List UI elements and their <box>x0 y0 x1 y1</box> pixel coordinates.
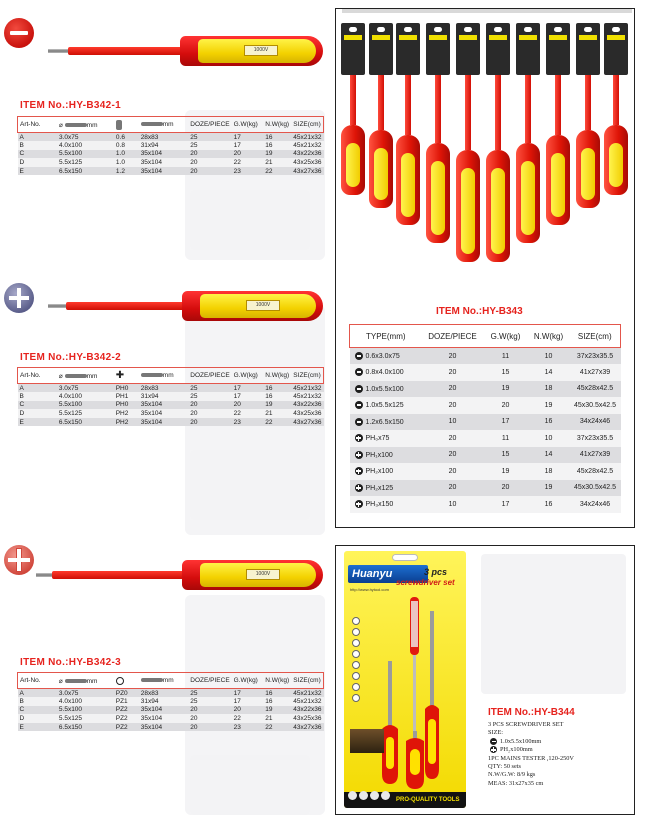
display-rack-bar <box>342 9 632 13</box>
spec-line-ph: PH₂x100mm <box>488 746 574 754</box>
spec-line-size: SIZE: <box>488 729 504 737</box>
tip-diagram-icon <box>116 120 122 130</box>
spec-line-desc: 3 PCS SCREWDRIVER SET <box>488 721 564 728</box>
col-nw: N.W(kg) <box>263 368 291 384</box>
phillips-plus-icon <box>355 451 363 459</box>
table-row: B 4.0x100 PH1 31x94 25 17 16 45x21x32 <box>19 392 322 400</box>
item-title: ITEM No.:HY-B342-3 <box>20 657 121 668</box>
table-row: D 5.5x125 PZ2 35x104 20 22 21 43x25x36 <box>19 715 322 723</box>
slotted-minus-icon <box>355 401 363 409</box>
product-box <box>335 545 635 815</box>
slotted-minus-icon <box>355 418 363 426</box>
table-row: C 5.5x100 1.0 35x104 20 20 19 43x22x36 <box>19 150 322 158</box>
col-nw: N.W(kg) <box>263 673 291 689</box>
product-box <box>335 8 635 528</box>
col-type: TYPE(mm) <box>350 325 422 348</box>
section-hy-b343 <box>335 0 660 535</box>
brand-logo: Huanyu <box>348 565 428 583</box>
table-row: 1.0x5.5x100 20 19 18 45x28x42.5 <box>350 381 621 398</box>
spec-line-slot: 1.0x5.5x100mm <box>488 738 574 746</box>
set-spec-list <box>488 721 574 788</box>
section-hy-b342-2 <box>0 275 335 540</box>
phillips-plus-icon <box>355 484 363 492</box>
table-row: PH₂x125 20 20 19 45x30.5x42.5 <box>350 480 621 497</box>
spec-line-qty: QTY: 50 sets <box>488 763 522 771</box>
table-row: 1.2x6.5x150 10 17 16 34x24x46 <box>350 414 621 431</box>
pozidriv-icon <box>4 545 34 575</box>
package-tools-drawing <box>370 591 462 791</box>
col-gw: G.W(kg) <box>232 117 264 133</box>
phillips-plus-icon <box>355 434 363 442</box>
table-row: B 4.0x100 PZ1 31x94 25 17 16 45x21x32 <box>19 697 322 705</box>
spec-table <box>17 116 324 175</box>
col-size: SIZE(cm) <box>291 673 323 689</box>
table-row: 1.0x5.5x125 20 20 19 45x30.5x42.5 <box>350 397 621 414</box>
col-size: SIZE(cm) <box>291 117 323 133</box>
handle-diagram-icon <box>141 678 163 682</box>
slotted-minus-icon <box>355 385 363 393</box>
package-pcs: 3 pcs <box>424 567 448 577</box>
col-tip <box>114 368 139 384</box>
pozidriv-tip-icon <box>116 677 124 685</box>
table-row: E 6.5x150 PZ2 35x104 20 23 22 43x27x36 <box>19 723 322 731</box>
screwdriver-set-package-image <box>344 551 466 808</box>
phillips-plus-icon <box>490 746 497 753</box>
col-doze: DOZE/PIECE <box>188 117 231 133</box>
col-art-no: Art-No. <box>18 368 57 384</box>
col-nw: N.W(kg) <box>263 117 291 133</box>
col-gw: G.W(kg) <box>232 368 264 384</box>
faded-background-print <box>190 755 310 815</box>
faded-background-print <box>190 450 310 520</box>
pro-quality-strip: PRO-QUALITY TOOLS <box>344 792 466 808</box>
slotted-minus-icon <box>355 368 363 376</box>
table-row: E 6.5x150 1.2 35x104 20 23 22 43x27x36 <box>19 167 322 175</box>
item-title: ITEM No.:HY-B342-1 <box>20 100 121 111</box>
col-doze: DOZE/PIECE <box>188 673 231 689</box>
spec-line-weight: N.W/G.W: 8/9 kgs <box>488 771 536 779</box>
col-tip <box>114 117 139 133</box>
col-gw: G.W(kg) <box>484 325 528 348</box>
spec-table <box>349 324 621 513</box>
col-diameter: ⌀ mm <box>57 673 114 689</box>
table-row: C 5.5x100 PZ2 35x104 20 20 19 43x22x36 <box>19 706 322 714</box>
handle-label: 1000V <box>246 300 280 311</box>
section-hy-b342-3 <box>0 540 335 825</box>
col-tip <box>114 673 139 689</box>
phillips-plus-icon <box>4 283 34 313</box>
spec-table <box>17 672 324 731</box>
item-title: ITEM No.:HY-B343 <box>436 306 523 317</box>
col-size: SIZE(cm) <box>570 325 621 348</box>
col-diameter: ⌀ mm <box>57 117 114 133</box>
item-title: ITEM No.:HY-B342-2 <box>20 352 121 363</box>
col-handle: mm <box>139 117 189 133</box>
slotted-minus-icon <box>490 738 497 745</box>
section-hy-b342-1 <box>0 0 335 270</box>
table-row: PH₃x150 10 17 16 34x24x46 <box>350 496 621 513</box>
spec-line-tester: 1PC MAINS TESTER ,120-250V <box>488 754 574 762</box>
screwdriver-diagram-icon <box>65 679 87 683</box>
col-art-no: Art-No. <box>18 673 57 689</box>
slotted-minus-icon <box>4 18 34 48</box>
col-doze: DOZE/PIECE <box>188 368 231 384</box>
col-art-no: Art-No. <box>18 117 57 133</box>
handle-diagram-icon <box>141 373 163 377</box>
col-handle: mm <box>139 673 189 689</box>
table-row: C 5.5x100 PH0 35x104 20 20 19 43x22x36 <box>19 401 322 409</box>
screwdriver-diagram-icon <box>65 123 87 127</box>
certification-icons <box>348 787 392 805</box>
package-set-name: screwdriver set <box>396 578 455 587</box>
faded-background-print <box>190 190 310 250</box>
usage-photo <box>350 729 384 753</box>
cross-tip-icon: ✚ <box>115 369 125 381</box>
package-website: http://www.hytool.com <box>350 587 389 592</box>
col-handle: mm <box>139 368 188 384</box>
pozidriv-screwdriver-image <box>36 560 323 590</box>
handle-diagram-icon <box>141 122 163 126</box>
phillips-plus-icon <box>355 467 363 475</box>
table-row: A 3.0x75 PH0 28x83 25 17 16 45x21x32 <box>19 384 322 392</box>
table-row: 0.8x4.0x100 20 15 14 41x27x39 <box>350 364 621 381</box>
table-row: A 3.0x75 0.6 28x83 25 17 16 45x21x32 <box>19 133 322 141</box>
table-row: A 3.0x75 PZ0 28x83 25 17 16 45x21x32 <box>19 689 322 697</box>
faded-background-print <box>481 554 626 694</box>
table-row: D 5.5x125 PH2 35x104 20 22 21 43x25x36 <box>19 410 322 418</box>
hang-hole <box>392 554 418 561</box>
table-row: 0.6x3.0x75 20 11 10 37x23x35.5 <box>350 348 621 365</box>
slotted-minus-icon <box>355 352 363 360</box>
col-nw: N.W(kg) <box>528 325 570 348</box>
table-row: B 4.0x100 0.8 31x94 25 17 16 45x21x32 <box>19 141 322 149</box>
col-diameter: ⌀ mm <box>57 368 114 384</box>
feature-dots <box>352 617 362 705</box>
phillips-plus-icon <box>355 500 363 508</box>
col-doze: DOZE/PIECE <box>422 325 484 348</box>
table-row: E 6.5x150 PH2 35x104 20 23 22 43x27x36 <box>19 418 322 426</box>
table-row: PH₀x75 20 11 10 37x23x35.5 <box>350 430 621 447</box>
col-gw: G.W(kg) <box>232 673 264 689</box>
col-size: SIZE(cm) <box>291 368 323 384</box>
table-row: PH₂x100 20 19 18 45x28x42.5 <box>350 463 621 480</box>
table-row: D 5.5x125 1.0 35x104 20 22 21 43x25x36 <box>19 159 322 167</box>
screwdriver-diagram-icon <box>65 374 87 378</box>
table-row: PH₁x100 20 15 14 41x27x39 <box>350 447 621 464</box>
spec-table <box>17 367 324 426</box>
item-title: ITEM No.:HY-B344 <box>488 707 575 718</box>
spec-line-meas: MEAS: 31x27x35 cm <box>488 779 544 787</box>
section-hy-b344 <box>335 545 660 825</box>
slotted-screwdriver-image <box>48 36 323 66</box>
phillips-screwdriver-image <box>48 291 323 321</box>
handle-label: 1000V <box>246 569 280 580</box>
handle-label: 1000V <box>244 45 278 56</box>
